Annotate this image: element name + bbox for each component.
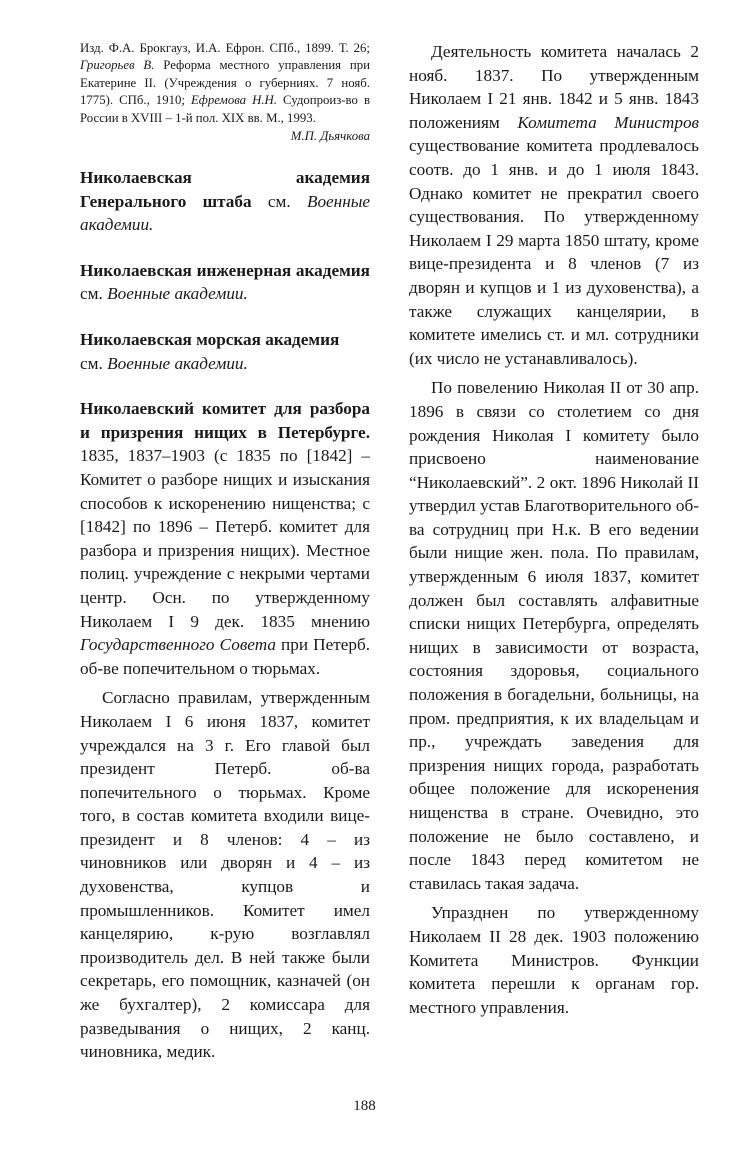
entry-general-staff-academy: Николаевская академия Генерального штаба см. Военные академии. bbox=[80, 168, 370, 235]
left-column bbox=[80, 40, 370, 1064]
headword: Николаевская академия Генерального штаба bbox=[80, 168, 370, 211]
cross-reference-link[interactable]: Государственного Совета bbox=[80, 635, 276, 655]
headword: Николаевский комитет для разбора и призрения нищих в Петербурге. bbox=[80, 399, 370, 442]
cross-reference-link[interactable]: Военные академии. bbox=[107, 353, 248, 373]
body-paragraph: Деятельность комитета началась 2 нояб. 1837. По утвержденным Николаем I 21 янв. 1842 и 5 янв. 1843 положениям Комитета Министров существование комитета продлевалось соотв. до 1 янв. и до 1 июля 1843. Однако комитет не прекратил своего существования. По утвержденному Николаем I 29 марта 1850 штату, кроме вице-президента и 8 членов (7 из дворян и купцов и 1 из духовенства), а также служащих канцелярии, в комитете имелись ст. и мл. сотрудники (их число не устанавливалось). bbox=[409, 42, 699, 368]
entry-engineering-academy: Николаевская инженерная академия см. Военные академии. bbox=[80, 260, 370, 304]
headword: Николаевская инженерная академия bbox=[80, 260, 370, 280]
bibliography-reference: Изд. Ф.А. Брокгауз, И.А. Ефрон. СПб., 1899. Т. 26; Григорьев В. Реформа местного управления при Екатерине II. (Учреждения о губерниях. 7 нояб. 1775). СПб., 1910; Ефремова Н.Н. Судопроиз-во в России в XVIII – 1-й пол. XIX вв. М., 1993. bbox=[80, 41, 370, 125]
cross-reference-link[interactable]: Военные академии. bbox=[80, 191, 370, 235]
cross-reference-link[interactable]: Комитета Министров bbox=[517, 112, 699, 132]
entry-nikolaev-committee: Николаевский комитет для разбора и призрения нищих в Петербурге. 1835, 1837–1903 (с 1835 по [1842] – Комитет о разборе нищих и изыскания способов к искоренению нищенства; с [1842] по 1896 – Петерб. комитет для разбора и призрения нищих). Местное полиц. учреждение с некрыми чертами центр. Осн. по утвержденному Николаем I 9 дек. 1835 мнению Государственного Совета при Петерб. об-ве попечительном о тюрьмах. Согласно правилам, утвержденным Николаем I 6 июня 1837, комитет учреждался на 3 г. Его главой был президент Петерб. об-ва попечительного о тюрьмах. Кроме того, в состав комитета входили вице-президент и 8 членов: 4 – из чиновников или дворян и 4 – из духовенства, купцов и промышленников. Комитет имел канцелярию, к-рую возглавлял производитель дел. В ней также были секретарь, его помощник, казначей (он же бухгалтер), 2 комиссара для разведывания о нищих, 2 канц. чиновника, медик. bbox=[80, 397, 370, 1064]
body-paragraph: Согласно правилам, утвержденным Николаем I 6 июня 1837, комитет учреждался на 3 г. Его главой был президент Петерб. об-ва попечительного о тюрьмах. Кроме того, в состав комитета входили вице-президент и 8 членов: 4 – из чиновников или дворян и 4 – из духовенства, купцов и промышленников. Комитет имел канцелярию, к-рую возглавлял производитель дел. В ней также были секретарь, его помощник, казначей (он же бухгалтер), 2 комиссара для разведывания о нищих, 2 канц. чиновника, медик. bbox=[80, 688, 370, 1062]
headword: Николаевская морская академия bbox=[80, 330, 340, 349]
cross-reference-link[interactable]: Военные академии. bbox=[107, 284, 248, 304]
article-author: М.П. Дьячкова bbox=[290, 129, 370, 144]
body-paragraph: По повелению Николая II от 30 апр. 1896 в связи со столетием со дня рождения Николая I комитету было присвоено наименование “Николаевский”. 2 окт. 1896 Николай II утвердил устав Благотворительного об-ва сотрудниц при Н.к. В его ведении были нищие жен. пола. По правилам, утвержденным 6 июля 1837, комитет должен был составлять алфавитные списки нищих Петербурга, определять нищих в зависимости от возраста, состояния здоровья, социального положения в богадельни, больницы, на пром. предприятия, к их владельцам и пр., учреждать заведения для призрения нищих города, разработать общее положение для искоренения нищенства в стране. Очевидно, это положение не было составлено, и после 1843 перед комитетом не ставилась такая задача. bbox=[409, 378, 699, 893]
body-paragraph: Упразднен по утвержденному Николаем II 28 дек. 1903 положению Комитета Министров. Функции комитета перешли к органам гор. местного управления. bbox=[409, 903, 699, 1017]
entry-naval-academy: Николаевская морская академия см. Военные академии. bbox=[80, 330, 340, 373]
right-column bbox=[409, 40, 699, 1019]
page-number: 188 bbox=[353, 1098, 376, 1114]
